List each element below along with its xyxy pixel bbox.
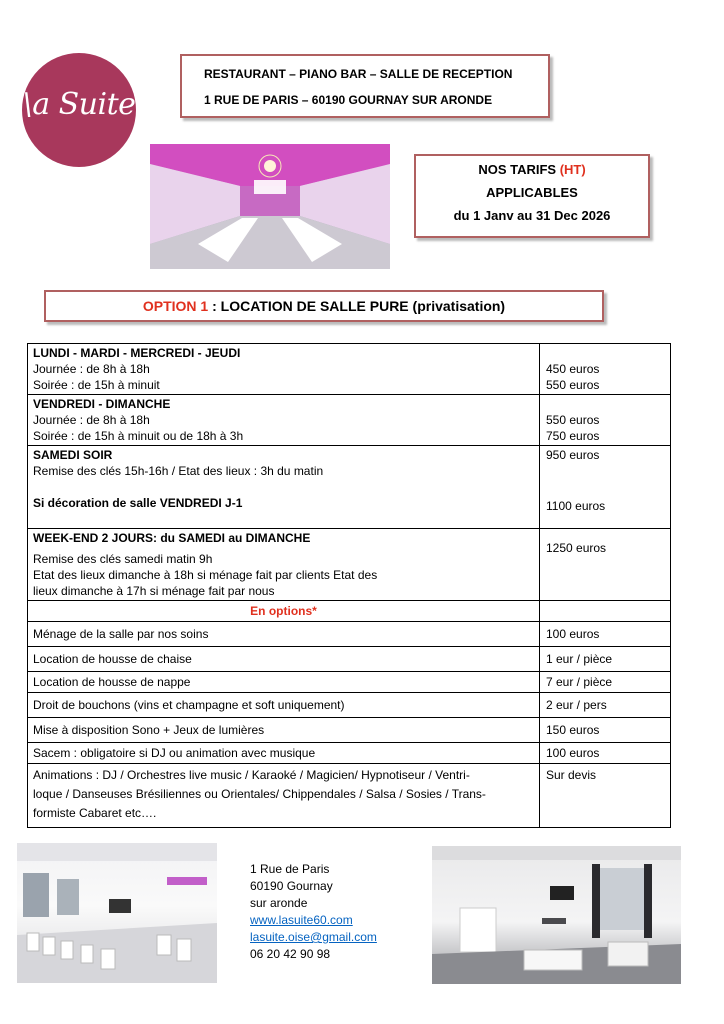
logo [22, 53, 136, 167]
price-value: 1100 euros [546, 499, 606, 513]
extra-label: Sacem : obligatoire si DJ ou animation avec musique [28, 743, 540, 764]
row-title: WEEK-END 2 JOURS: du SAMEDI au DIMANCHE [33, 531, 311, 545]
header-address: 1 RUE DE PARIS – 60190 GOURNAY SUR ARONDE [204, 93, 493, 107]
option-1-label: OPTION 1 [142, 298, 209, 314]
row-line: Soirée : de 15h à minuit ou de 18h à 3h [33, 429, 244, 443]
contact-address-line: sur aronde [250, 896, 308, 910]
animations-line: loque / Danseuses Brésiliennes ou Orientales/ Chippendales / Salsa / Sosies / Trans- [33, 787, 486, 801]
price-cell [540, 601, 671, 622]
row-line: Journée : de 8h à 18h [33, 362, 150, 376]
row-line: Journée : de 8h à 18h [33, 413, 150, 427]
extra-price: 1 eur / pièce [540, 647, 671, 672]
option-1-text: : LOCATION DE SALLE PURE (privatisation) [208, 298, 506, 314]
table-row [28, 344, 671, 395]
contact-address-line: 1 Rue de Paris [250, 862, 330, 876]
animations-cell [28, 764, 540, 828]
table-row [28, 693, 671, 718]
row-title: LUNDI - MARDI - MERCREDI - JEUDI [33, 346, 241, 360]
table-cell [28, 344, 540, 395]
contact-address-line: 60190 Gournay [250, 879, 333, 893]
extra-label: Droit de bouchons (vins et champagne et soft uniquement) [28, 693, 540, 718]
table-row [28, 395, 671, 446]
row-title: SAMEDI SOIR [33, 448, 113, 462]
tarifs-title [416, 162, 648, 177]
table-row [28, 672, 671, 693]
tarifs-box [414, 154, 650, 238]
tarifs-title-text: NOS TARIFS [478, 162, 560, 177]
extra-price: 2 eur / pers [540, 693, 671, 718]
row-line: Remise des clés samedi matin 9h [33, 552, 213, 566]
animations-line: Animations : DJ / Orchestres live music / Karaoké / Magicien/ Hypnotiseur / Ventri- [33, 768, 470, 782]
contact-block [250, 861, 377, 963]
price-value: 750 euros [546, 429, 600, 443]
table-row [28, 764, 671, 828]
contact-phone: 06 20 42 90 98 [250, 947, 331, 961]
venue-photo-top [150, 144, 390, 269]
table-row [28, 718, 671, 743]
price-cell [540, 344, 671, 395]
price-value: 550 euros [546, 378, 600, 392]
table-cell [28, 529, 540, 601]
table-row [28, 647, 671, 672]
extra-price: 150 euros [540, 718, 671, 743]
row-line: Soirée : de 15h à minuit [33, 378, 160, 392]
venue-photo-dining [17, 843, 217, 983]
table-cell [28, 395, 540, 446]
table-row [28, 743, 671, 764]
table-row [28, 529, 671, 601]
extra-label: Ménage de la salle par nos soins [28, 622, 540, 647]
tarifs-period: du 1 Janv au 31 Dec 2026 [453, 208, 611, 223]
option-1-box [44, 290, 604, 322]
price-value: 450 euros [546, 362, 600, 376]
header-title: RESTAURANT – PIANO BAR – SALLE DE RECEPTION [204, 67, 513, 81]
animations-price: Sur devis [540, 764, 671, 828]
extra-price: 100 euros [540, 622, 671, 647]
website-link[interactable]: www.lasuite60.com [250, 913, 353, 927]
row-line: Etat des lieux dimanche à 18h si ménage fait par clients Etat des [33, 568, 378, 582]
email-link[interactable]: lasuite.oise@gmail.com [250, 930, 377, 944]
header-box [180, 54, 550, 118]
price-value: 550 euros [546, 413, 600, 427]
price-value: 950 euros [546, 448, 600, 462]
venue-photo-lounge [432, 846, 681, 984]
row-line: Remise des clés 15h-16h / Etat des lieux : 3h du matin [33, 464, 324, 478]
row-title: VENDREDI - DIMANCHE [33, 397, 171, 411]
extra-label: Location de housse de nappe [28, 672, 540, 693]
logo-text: \a Suite [22, 87, 136, 122]
options-header: En options* [28, 601, 540, 622]
price-value: 1250 euros [546, 541, 607, 555]
row-line: Si décoration de salle VENDREDI J-1 [33, 496, 243, 510]
price-cell [540, 395, 671, 446]
extra-label: Mise à disposition Sono + Jeux de lumières [28, 718, 540, 743]
extra-label: Location de housse de chaise [28, 647, 540, 672]
table-row [28, 601, 671, 622]
tarifs-applicables: APPLICABLES [486, 185, 578, 200]
price-cell [540, 446, 671, 529]
animations-line: formiste Cabaret etc…. [33, 806, 157, 820]
table-row [28, 446, 671, 529]
extra-price: 7 eur / pièce [540, 672, 671, 693]
table-cell [28, 446, 540, 529]
row-line: lieux dimanche à 17h si ménage fait par nous [33, 584, 275, 598]
extra-price: 100 euros [540, 743, 671, 764]
tarifs-ht-label: (HT) [559, 162, 586, 177]
table-row [28, 622, 671, 647]
price-cell [540, 529, 671, 601]
price-table [27, 343, 671, 828]
